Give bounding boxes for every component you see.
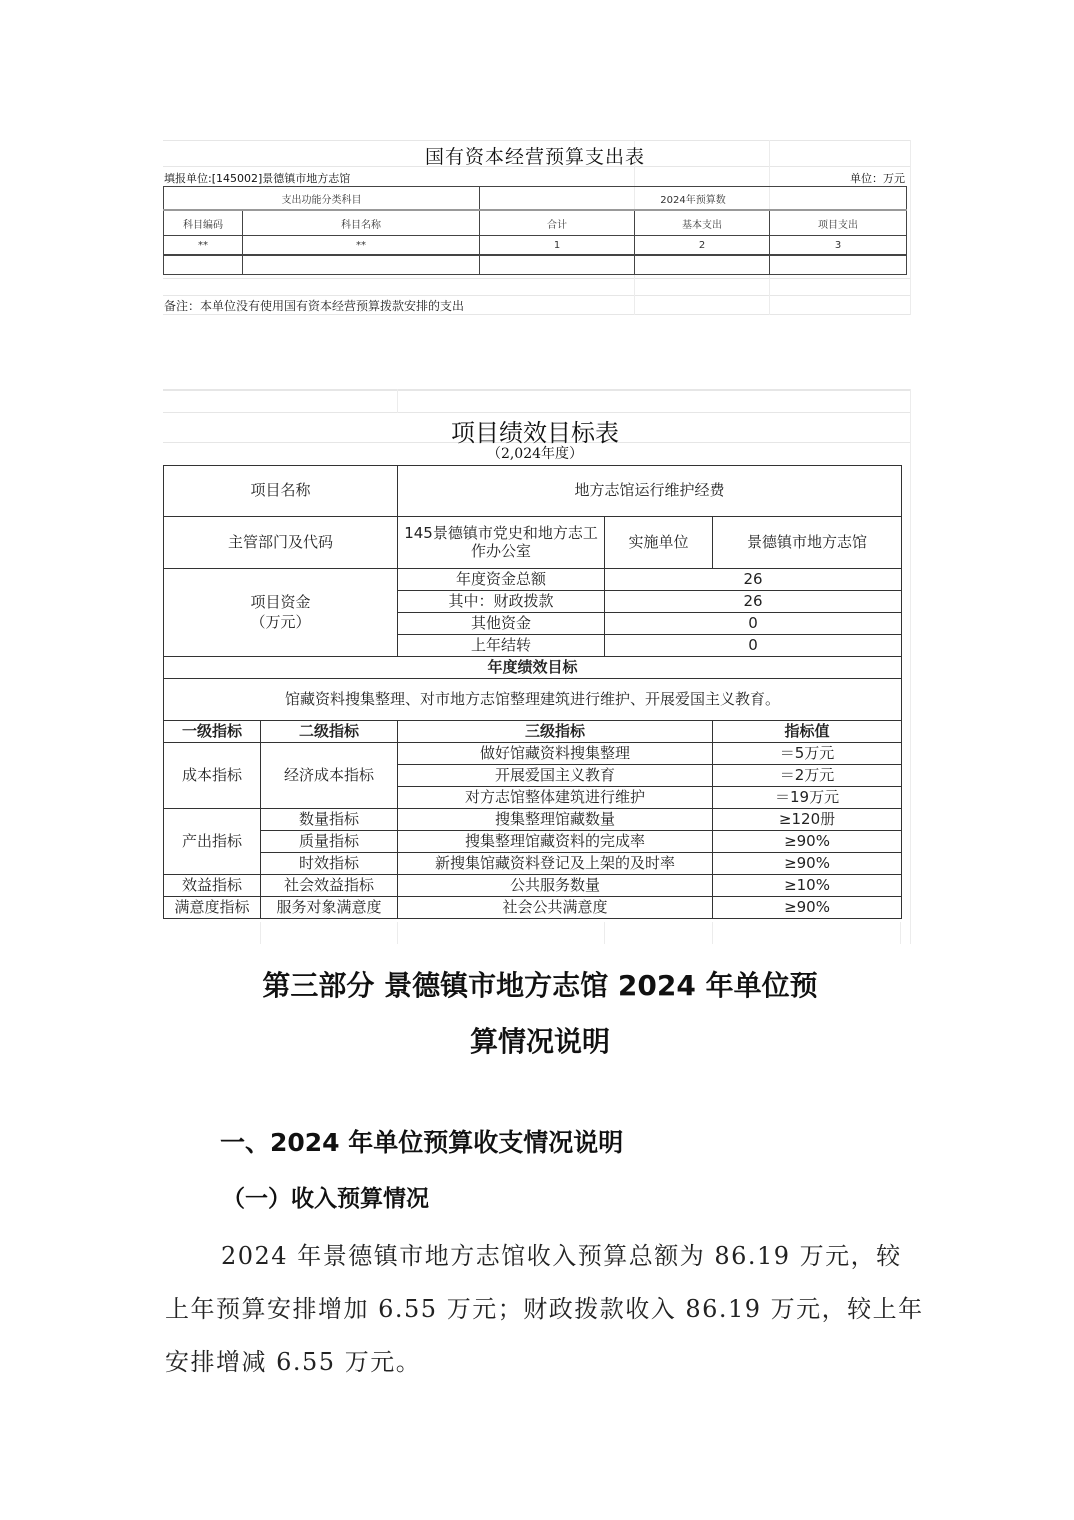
indicator-value: ≥10% bbox=[713, 875, 902, 897]
indicator-row bbox=[164, 809, 902, 831]
indicator-value: ＝2万元 bbox=[713, 765, 902, 787]
table-cell bbox=[243, 255, 480, 275]
indicator-value: ＝19万元 bbox=[713, 787, 902, 809]
part-title-line: 算情况说明 bbox=[469, 1025, 610, 1058]
level1-indicator: 满意度指标 bbox=[164, 897, 261, 919]
fund-row bbox=[164, 569, 902, 591]
table-cell bbox=[480, 255, 635, 275]
level2-indicator: 数量指标 bbox=[261, 809, 398, 831]
level2-indicator: 时效指标 bbox=[261, 853, 398, 875]
project-name-label: 项目名称 bbox=[164, 466, 398, 517]
goal-title-row bbox=[164, 657, 902, 679]
indicator-value: ≥90% bbox=[713, 853, 902, 875]
column-header: 指标值 bbox=[713, 721, 902, 743]
fund-label-cell bbox=[164, 569, 398, 657]
project-performance-table bbox=[163, 465, 902, 919]
level1-indicator: 成本指标 bbox=[164, 743, 261, 809]
fund-item-value: 0 bbox=[605, 613, 902, 635]
group-header: 2024年预算数 bbox=[480, 187, 907, 211]
indicator-row bbox=[164, 897, 902, 919]
fund-unit: （万元） bbox=[250, 612, 311, 631]
table-cell bbox=[635, 255, 770, 275]
level3-indicator: 社会公共满意度 bbox=[398, 897, 713, 919]
section-heading: 一、2024 年单位预算收支情况说明 bbox=[220, 1128, 624, 1157]
department-label: 主管部门及代码 bbox=[164, 517, 398, 569]
table-cell bbox=[770, 255, 907, 275]
level3-indicator: 新搜集馆藏资料登记及上架的及时率 bbox=[398, 853, 713, 875]
index-row bbox=[164, 236, 907, 256]
table2-subtitle: （2,024年度） bbox=[486, 446, 584, 462]
level3-indicator: 做好馆藏资料搜集整理 bbox=[398, 743, 713, 765]
table2-title: 项目绩效目标表 bbox=[451, 419, 619, 447]
fund-label: 项目资金 bbox=[250, 593, 311, 611]
project-name-row bbox=[164, 466, 902, 517]
indicator-value: ≥90% bbox=[713, 831, 902, 853]
indicator-row bbox=[164, 831, 902, 853]
annual-goal-title: 年度绩效目标 bbox=[164, 657, 902, 679]
group-header: 支出功能分类科目 bbox=[164, 187, 480, 211]
indicator-row bbox=[164, 875, 902, 897]
table-cell bbox=[164, 255, 243, 275]
indicator-row bbox=[164, 853, 902, 875]
column-header: 基本支出 bbox=[635, 210, 770, 236]
department-row bbox=[164, 517, 902, 569]
goal-row bbox=[164, 679, 902, 721]
department-value: 145景德镇市党史和地方志工作办公室 bbox=[398, 517, 605, 569]
table-cell: 1 bbox=[480, 236, 635, 256]
column-header: 三级指标 bbox=[398, 721, 713, 743]
indicator-value: ≥120册 bbox=[713, 809, 902, 831]
level2-indicator: 服务对象满意度 bbox=[261, 897, 398, 919]
indicator-row bbox=[164, 743, 902, 765]
column-header: 合计 bbox=[480, 210, 635, 236]
state-capital-expenditure-table bbox=[163, 186, 907, 275]
table-cell: 2 bbox=[635, 236, 770, 256]
level2-indicator: 质量指标 bbox=[261, 831, 398, 853]
indicator-value: ≥90% bbox=[713, 897, 902, 919]
annual-goal-text: 馆藏资料搜集整理、对市地方志馆整理建筑进行维护、开展爱国主义教育。 bbox=[164, 679, 902, 721]
reporting-unit: 填报单位:[145002]景德镇市地方志馆 bbox=[164, 172, 351, 185]
level3-indicator: 对方志馆整体建筑进行维护 bbox=[398, 787, 713, 809]
table-cell: ** bbox=[164, 236, 243, 256]
fund-item-label: 上年结转 bbox=[398, 635, 605, 657]
table-header-row bbox=[164, 187, 907, 211]
fund-item-label: 年度资金总额 bbox=[398, 569, 605, 591]
part-title bbox=[160, 958, 920, 1070]
part-title-line: 第三部分 景德镇市地方志馆 2024 年单位预 bbox=[262, 969, 818, 1002]
body-paragraph: 2024 年景德镇市地方志馆收入预算总额为 86.19 万元，较上年预算安排增加 6.55 万元；财政拨款收入 86.19 万元，较上年安排增减 6.55 万元。 bbox=[165, 1242, 924, 1376]
level2-indicator: 社会效益指标 bbox=[261, 875, 398, 897]
level1-indicator: 产出指标 bbox=[164, 809, 261, 875]
indicator-value: ＝5万元 bbox=[713, 743, 902, 765]
fund-item-value: 26 bbox=[605, 569, 902, 591]
level1-indicator: 效益指标 bbox=[164, 875, 261, 897]
column-header: 一级指标 bbox=[164, 721, 261, 743]
implementing-unit-value: 景德镇市地方志馆 bbox=[713, 517, 902, 569]
fund-item-label: 其中：财政拨款 bbox=[398, 591, 605, 613]
level3-indicator: 搜集整理馆藏数量 bbox=[398, 809, 713, 831]
column-header: 科目编码 bbox=[164, 210, 243, 236]
subsection-heading: （一）收入预算情况 bbox=[222, 1185, 429, 1212]
table-row bbox=[164, 255, 907, 275]
fund-item-value: 0 bbox=[605, 635, 902, 657]
level3-indicator: 搜集整理馆藏资料的完成率 bbox=[398, 831, 713, 853]
table1-title: 国有资本经营预算支出表 bbox=[424, 146, 645, 168]
column-header: 科目名称 bbox=[243, 210, 480, 236]
indicator-header-row bbox=[164, 721, 902, 743]
level3-indicator: 公共服务数量 bbox=[398, 875, 713, 897]
table-cell: ** bbox=[243, 236, 480, 256]
project-name-value: 地方志馆运行维护经费 bbox=[398, 466, 902, 517]
table-header-row bbox=[164, 210, 907, 236]
level2-indicator: 经济成本指标 bbox=[261, 743, 398, 809]
column-header: 项目支出 bbox=[770, 210, 907, 236]
fund-item-value: 26 bbox=[605, 591, 902, 613]
table-cell: 3 bbox=[770, 236, 907, 256]
fund-item-label: 其他资金 bbox=[398, 613, 605, 635]
implementing-unit-label: 实施单位 bbox=[605, 517, 713, 569]
table1-note: 备注：本单位没有使用国有资本经营预算拨款安排的支出 bbox=[164, 299, 465, 313]
unit-label: 单位：万元 bbox=[850, 172, 905, 185]
level3-indicator: 开展爱国主义教育 bbox=[398, 765, 713, 787]
column-header: 二级指标 bbox=[261, 721, 398, 743]
